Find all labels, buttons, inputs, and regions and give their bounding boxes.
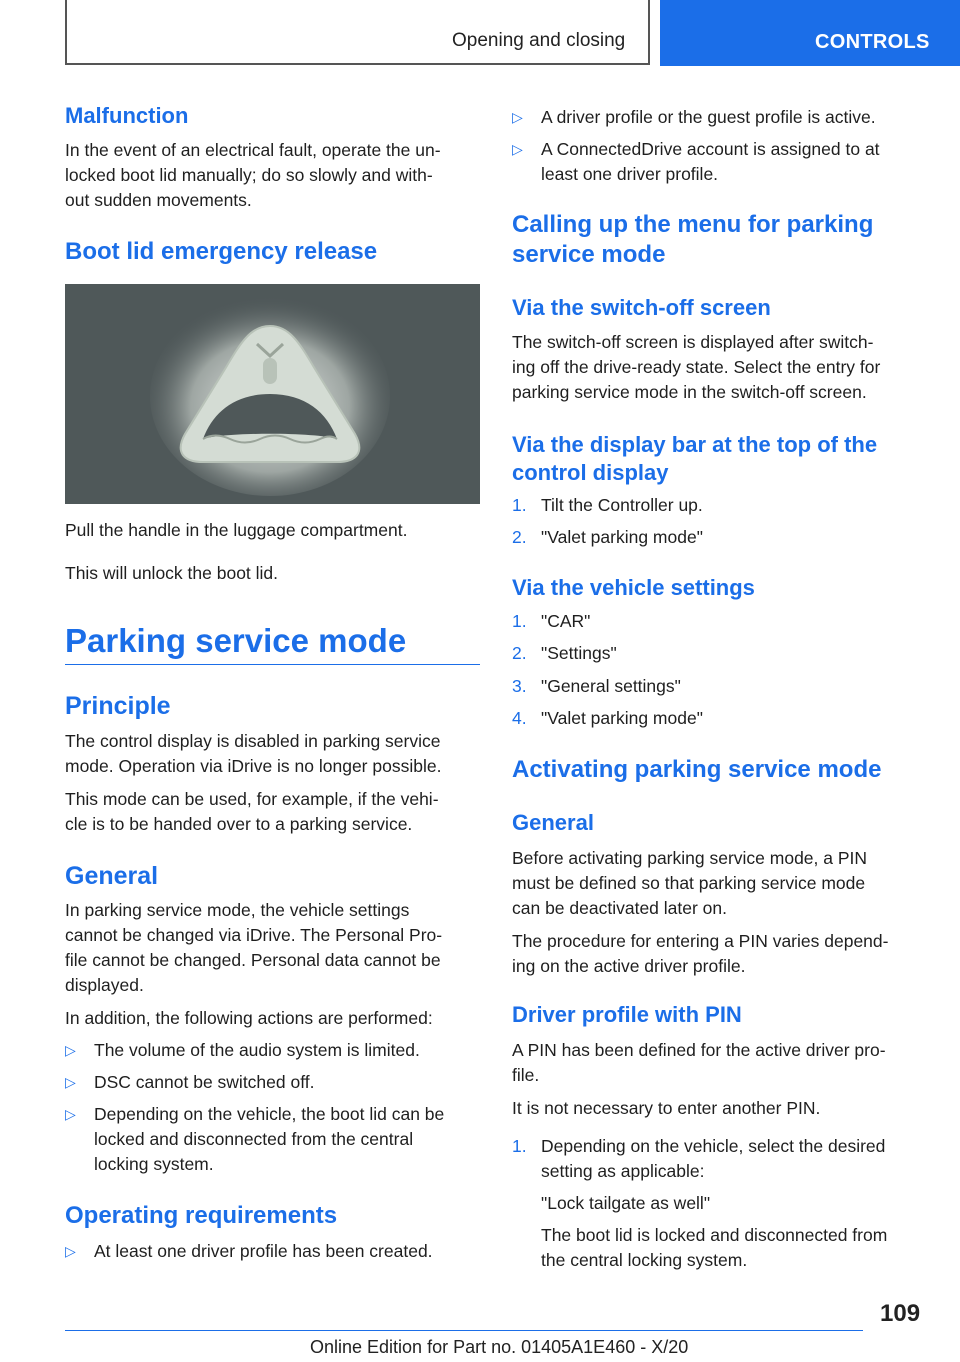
caption-pull-handle: Pull the handle in the luggage compartment. xyxy=(65,520,408,540)
pin-text-2: It is not necessary to enter another PIN. xyxy=(512,1098,821,1118)
step-text: "Valet parking mode" xyxy=(541,708,703,728)
general-line: The procedure for entering a PIN varies depend- xyxy=(512,931,889,951)
list-item-line: A ConnectedDrive account is assigned to at xyxy=(541,139,880,159)
list-item xyxy=(65,1102,480,1177)
numbered-step xyxy=(512,525,932,550)
malfunction-line: locked boot lid manually; do so slowly and with- xyxy=(65,165,433,185)
list-item xyxy=(65,1070,480,1095)
step-text: "General settings" xyxy=(541,676,681,696)
switch-off-line: The switch-off screen is displayed after switch- xyxy=(512,332,874,352)
general-text xyxy=(65,898,442,998)
step-text: "Settings" xyxy=(541,643,617,663)
list-item-line: locked and disconnected from the central xyxy=(94,1129,414,1149)
heading-line: service mode xyxy=(512,241,666,268)
general-line: must be defined so that parking service mode xyxy=(512,873,866,893)
malfunction-text xyxy=(65,138,441,213)
list-item xyxy=(65,1239,480,1264)
principle-line: The control display is disabled in parking service xyxy=(65,731,441,751)
step-number: 1. xyxy=(512,495,527,515)
activating-general-text-2 xyxy=(512,929,888,979)
operating-requirements-heading: Operating requirements xyxy=(65,1202,338,1229)
driver-profile-pin-heading: Driver profile with PIN xyxy=(512,1002,742,1027)
chapter-title: Parking service mode xyxy=(65,622,407,659)
boot-lid-handle-image xyxy=(65,284,480,504)
numbered-step xyxy=(512,609,932,634)
triangle-bullet-icon: ▷ xyxy=(512,141,523,157)
general-line: ing on the active driver profile. xyxy=(512,956,746,976)
activating-general-text xyxy=(512,846,867,921)
footer-edition: Online Edition for Part no. 01405A1E460 - X/20 xyxy=(310,1337,689,1357)
list-item-line: Depending on the vehicle, the boot lid can be xyxy=(94,1104,445,1124)
heading-line: Via the display bar at the top of the xyxy=(512,432,878,457)
switch-off-screen-heading: Via the switch-off screen xyxy=(512,295,771,320)
numbered-step xyxy=(512,641,932,666)
step-text xyxy=(541,1134,887,1273)
step-number: 4. xyxy=(512,708,527,728)
malfunction-line: In the event of an electrical fault, operate the un- xyxy=(65,140,441,160)
numbered-step xyxy=(512,706,932,731)
triangle-bullet-icon: ▷ xyxy=(65,1074,76,1090)
header-section-title: Opening and closing xyxy=(452,30,626,51)
principle-text xyxy=(65,729,441,779)
principle-text-2 xyxy=(65,787,439,837)
triangle-bullet-icon: ▷ xyxy=(512,109,523,125)
principle-heading: Principle xyxy=(65,692,171,720)
principle-line: This mode can be used, for example, if the vehi- xyxy=(65,789,439,809)
triangle-bullet-icon: ▷ xyxy=(65,1106,76,1122)
list-item xyxy=(512,105,932,130)
heading-line: control display xyxy=(512,460,669,485)
step-line: setting as applicable: xyxy=(541,1161,705,1181)
general-intro: In addition, the following actions are performed: xyxy=(65,1008,433,1028)
general-line: displayed. xyxy=(65,975,144,995)
list-item-line: locking system. xyxy=(94,1154,214,1174)
step-number: 1. xyxy=(512,611,527,631)
list-item xyxy=(512,137,932,187)
general-line: In parking service mode, the vehicle settings xyxy=(65,900,410,920)
list-item-text xyxy=(94,1102,444,1177)
list-item-text: A driver profile or the guest profile is active. xyxy=(541,107,876,127)
switch-off-line: parking service mode in the switch-off screen. xyxy=(512,382,867,402)
step-text: Tilt the Controller up. xyxy=(541,495,703,515)
boot-lid-handle-illustration xyxy=(65,284,480,504)
step-number: 1. xyxy=(512,1136,527,1156)
header-tab-label: CONTROLS xyxy=(815,31,930,53)
heading-line: Calling up the menu for parking xyxy=(512,211,874,238)
vehicle-settings-heading: Via the vehicle settings xyxy=(512,575,755,600)
numbered-step xyxy=(512,674,932,699)
list-item xyxy=(65,1038,480,1063)
malfunction-line: out sudden movements. xyxy=(65,190,252,210)
triangle-bullet-icon: ▷ xyxy=(65,1042,76,1058)
calling-up-menu-heading xyxy=(512,210,873,270)
list-item-text: DSC cannot be switched off. xyxy=(94,1072,315,1092)
header-bottom-border xyxy=(65,63,650,65)
pin-line: A PIN has been defined for the active driver pro- xyxy=(512,1040,886,1060)
header-tab-controls xyxy=(660,0,960,66)
activating-general-heading: General xyxy=(512,810,594,835)
list-item-text xyxy=(541,137,880,187)
switch-off-line: ing off the drive-ready state. Select the entry for xyxy=(512,357,881,377)
step-number: 2. xyxy=(512,527,527,547)
principle-line: cle is to be handed over to a parking service. xyxy=(65,814,413,834)
step-number: 2. xyxy=(512,643,527,663)
numbered-step xyxy=(512,493,932,518)
step-number: 3. xyxy=(512,676,527,696)
chapter-rule xyxy=(65,664,480,665)
general-line: can be deactivated later on. xyxy=(512,898,728,918)
step-line: the central locking system. xyxy=(541,1250,748,1270)
general-line: cannot be changed via iDrive. The Personal Pro- xyxy=(65,925,443,945)
step-text: "CAR" xyxy=(541,611,591,631)
general-line: file cannot be changed. Personal data cannot be xyxy=(65,950,441,970)
triangle-bullet-icon: ▷ xyxy=(65,1243,76,1259)
pin-text xyxy=(512,1038,886,1088)
activating-heading: Activating parking service mode xyxy=(512,756,882,783)
header-divider xyxy=(648,0,650,64)
general-heading: General xyxy=(65,862,159,890)
switch-off-text xyxy=(512,330,880,405)
page-number: 109 xyxy=(880,1300,921,1327)
general-line: Before activating parking service mode, a PIN xyxy=(512,848,868,868)
caption-unlock: This will unlock the boot lid. xyxy=(65,563,279,583)
step-option: "Lock tailgate as well" xyxy=(541,1193,711,1213)
step-line: Depending on the vehicle, select the desired xyxy=(541,1136,886,1156)
pin-line: file. xyxy=(512,1065,540,1085)
numbered-step xyxy=(512,1134,932,1274)
list-item-text: At least one driver profile has been created. xyxy=(94,1241,433,1261)
list-item-text: The volume of the audio system is limited. xyxy=(94,1040,420,1060)
emergency-release-heading: Boot lid emergency release xyxy=(65,238,378,265)
footer-rule xyxy=(65,1330,863,1331)
list-item-line: least one driver profile. xyxy=(541,164,719,184)
malfunction-heading: Malfunction xyxy=(65,103,189,128)
header-left-border xyxy=(65,0,67,64)
step-text: "Valet parking mode" xyxy=(541,527,703,547)
display-bar-heading xyxy=(512,431,877,487)
principle-line: mode. Operation via iDrive is no longer possible. xyxy=(65,756,442,776)
step-line: The boot lid is locked and disconnected from xyxy=(541,1225,888,1245)
